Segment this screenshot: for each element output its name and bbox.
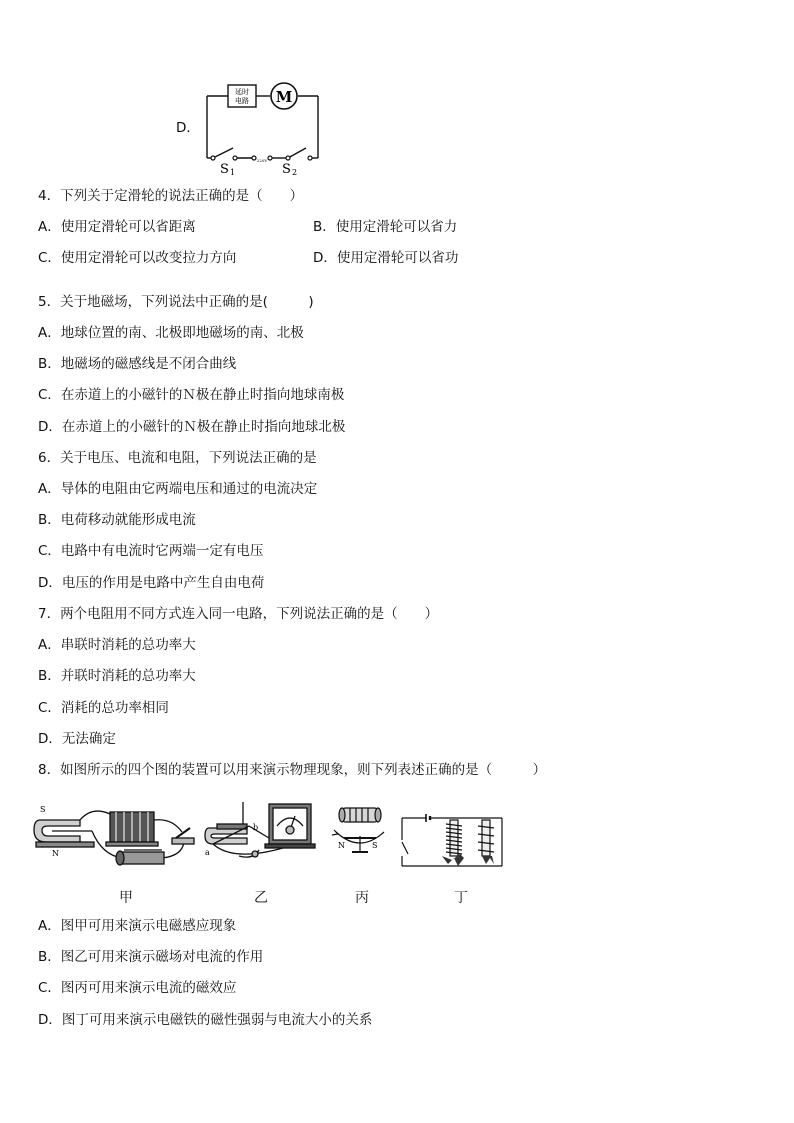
q6-stem: 6．关于电压、电流和电阻，下列说法正确的是 [38, 450, 317, 466]
q4-option-a: A．使用定滑轮可以省距离 [38, 219, 196, 235]
jia-label-n: N [52, 849, 59, 858]
figure-jia [32, 800, 202, 872]
q8-option-a: A．图甲可用来演示电磁感应现象 [38, 918, 237, 934]
caption-yi: 乙 [254, 890, 268, 906]
q5-stem: 5．关于地磁场，下列说法中正确的是( ) [38, 294, 314, 310]
switch1-sub: 1 [230, 168, 236, 175]
q5-option-d: D．在赤道上的小磁针的Ｎ极在静止时指向地球北极 [38, 419, 346, 435]
yi-label-b: b [253, 823, 259, 832]
q6-option-c: C．电路中有电流时它两端一定有电压 [38, 543, 264, 559]
caption-bing: 丙 [355, 890, 369, 906]
q7-option-d: D．无法确定 [38, 731, 116, 747]
q4-option-d: D．使用定滑轮可以省功 [313, 250, 459, 266]
caption-jia: 甲 [119, 890, 133, 906]
circuit-diagram-d [200, 80, 325, 175]
switch2-sub: 2 [292, 168, 298, 175]
figure-ding [398, 812, 504, 870]
delay-box-line1: 延时 [235, 88, 249, 96]
q4-stem: 4．下列关于定滑轮的说法正确的是（ ） [38, 188, 304, 204]
q6-option-a: A．导体的电阻由它两端电压和通过的电流决定 [38, 481, 318, 497]
voltage-label: 220V [256, 158, 268, 163]
q7-option-c: C．消耗的总功率相同 [38, 700, 169, 716]
q5-option-c: C．在赤道上的小磁针的Ｎ极在静止时指向地球南极 [38, 387, 345, 403]
q4-option-c: C．使用定滑轮可以改变拉力方向 [38, 250, 237, 266]
q6-option-d: D．电压的作用是电路中产生自由电荷 [38, 575, 265, 591]
yi-label-a: a [205, 848, 210, 857]
q5-option-a: A．地球位置的南、北极即地磁场的南、北极 [38, 325, 304, 341]
figure-yi [203, 800, 323, 864]
q7-option-a: A．串联时消耗的总功率大 [38, 637, 196, 653]
q8-option-b: B．图乙可用来演示磁场对电流的作用 [38, 949, 264, 965]
option-d-label: D． [176, 120, 200, 136]
bing-label-s: S [372, 841, 378, 850]
bing-label-n: N [338, 841, 345, 850]
motor-label: M [275, 88, 293, 106]
q8-option-d: D．图丁可用来演示电磁铁的磁性强弱与电流大小的关系 [38, 1012, 373, 1028]
q6-option-b: B．电荷移动就能形成电流 [38, 512, 196, 528]
switch1-label: S [220, 162, 229, 175]
q7-stem: 7．两个电阻用不同方式连入同一电路，下列说法正确的是（ ） [38, 606, 439, 622]
q8-option-c: C．图丙可用来演示电流的磁效应 [38, 980, 237, 996]
jia-label-s: S [40, 805, 46, 814]
figure-bing [330, 802, 392, 860]
delay-box-line2: 电路 [235, 97, 249, 105]
caption-ding: 丁 [454, 890, 468, 906]
switch2-label: S [282, 162, 291, 175]
q5-option-b: B．地磁场的磁感线是不闭合曲线 [38, 356, 237, 372]
q4-option-b: B．使用定滑轮可以省力 [313, 219, 458, 235]
q7-option-b: B．并联时消耗的总功率大 [38, 668, 196, 684]
q8-stem: 8．如图所示的四个图的装置可以用来演示物理现象，则下列表述正确的是（ ） [38, 762, 547, 778]
